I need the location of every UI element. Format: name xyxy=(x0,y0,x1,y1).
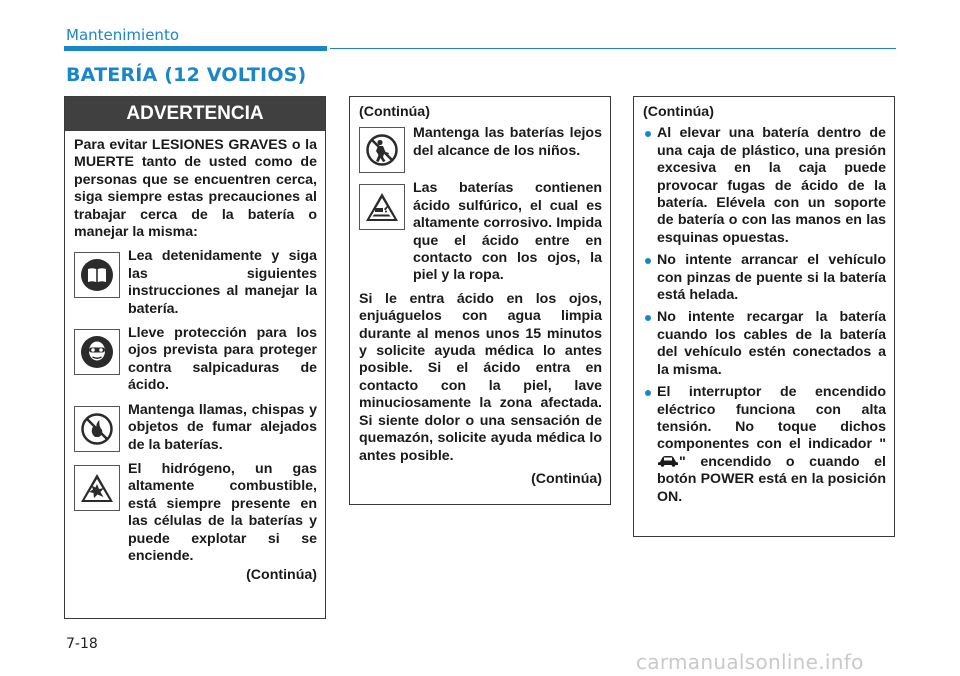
explosion-icon xyxy=(74,465,120,511)
corrosive-icon xyxy=(359,184,405,230)
warning-item-text: Las baterías contienen ácido sulfúrico, el cual es altamente corrosivo. Impida que el ácido entre en contacto con los ojos, la piel y la ropa. xyxy=(413,180,602,284)
warning-item xyxy=(74,248,317,318)
bullet-text-end: " encendido o cuando el botón POWER está en la posición ON. xyxy=(657,453,886,505)
warning-intro: Para evitar LESIONES GRAVES o la MUERTE tanto de usted como de personas que se encuentren cerca, siga siempre estas precauciones al trabajar cerca de la batería o manejar la misma: xyxy=(74,137,317,241)
continues-label: (Continúa) xyxy=(246,567,317,584)
watermark: carmanualsonline.info xyxy=(636,650,864,674)
warning-item-text: Mantenga las baterías lejos del alcance de los niños. xyxy=(413,125,602,159)
acid-first-aid-paragraph: Si le entra ácido en los ojos, enjuáguelos con agua limpia durante al menos unos 15 minutos y solicite ayuda médica lo antes posible. Si el ácido entra en contacto con la piel, lave minuciosamente la zona afectada. Si siente dolor o una sensación de quemazón, solicite ayuda médica lo antes posible. xyxy=(359,290,602,464)
page-number: 7-18 xyxy=(66,636,98,652)
list-item xyxy=(643,384,886,506)
warning-box-1 xyxy=(64,96,326,619)
warning-item-text: Mantenga llamas, chispas y objetos de fumar alejados de la baterías. xyxy=(128,401,317,453)
warning-box-2 xyxy=(349,96,611,505)
header-rule-thin xyxy=(330,48,896,49)
warning-box-3 xyxy=(633,96,895,537)
header-rule-thick xyxy=(64,46,327,51)
warning-item xyxy=(74,402,317,454)
no-flame-icon xyxy=(74,406,120,452)
car-icon xyxy=(657,455,679,467)
continues-label: (Continúa) xyxy=(531,470,602,487)
warning-item xyxy=(74,325,317,395)
warning-item xyxy=(359,180,602,284)
warning-item xyxy=(74,461,317,565)
page-title: BATERÍA (12 VOLTIOS) xyxy=(66,64,307,86)
continued-label: (Continúa) xyxy=(359,104,430,120)
list-item: Al elevar una batería dentro de una caja de plástico, una presión excesiva en la caja puede provocar fugas de ácido de la batería. Elévela con un soporte de batería o con las manos en las esquinas opuestas. xyxy=(643,125,886,247)
warning-item-text: El hidrógeno, un gas altamente combustible, está siempre presente en las células de la baterías y puede explotar si se enciende. xyxy=(128,460,317,564)
warning-item xyxy=(359,125,602,173)
goggles-icon xyxy=(74,329,120,375)
bullet-list xyxy=(643,125,886,506)
no-children-icon xyxy=(359,127,405,173)
bullet-text-start: El interruptor de encendido eléctrico funciona con alta tensión. No toque dichos componentes con el indicador " xyxy=(657,384,886,453)
list-item: No intente arrancar el vehículo con pinzas de puente si la batería está helada. xyxy=(643,252,886,304)
warning-header: ADVERTENCIA xyxy=(65,97,325,131)
section-label: Mantenimiento xyxy=(66,26,179,44)
warning-item-text: Lleve protección para los ojos prevista para proteger contra salpicaduras de ácido. xyxy=(128,325,317,394)
continued-label: (Continúa) xyxy=(643,104,714,120)
book-icon xyxy=(74,252,120,298)
list-item: No intente recargar la batería cuando los cables de la batería del vehículo estén conectados a la misma. xyxy=(643,309,886,379)
warning-item-text: Lea detenidamente y siga las siguientes instrucciones al manejar la batería. xyxy=(128,248,317,317)
